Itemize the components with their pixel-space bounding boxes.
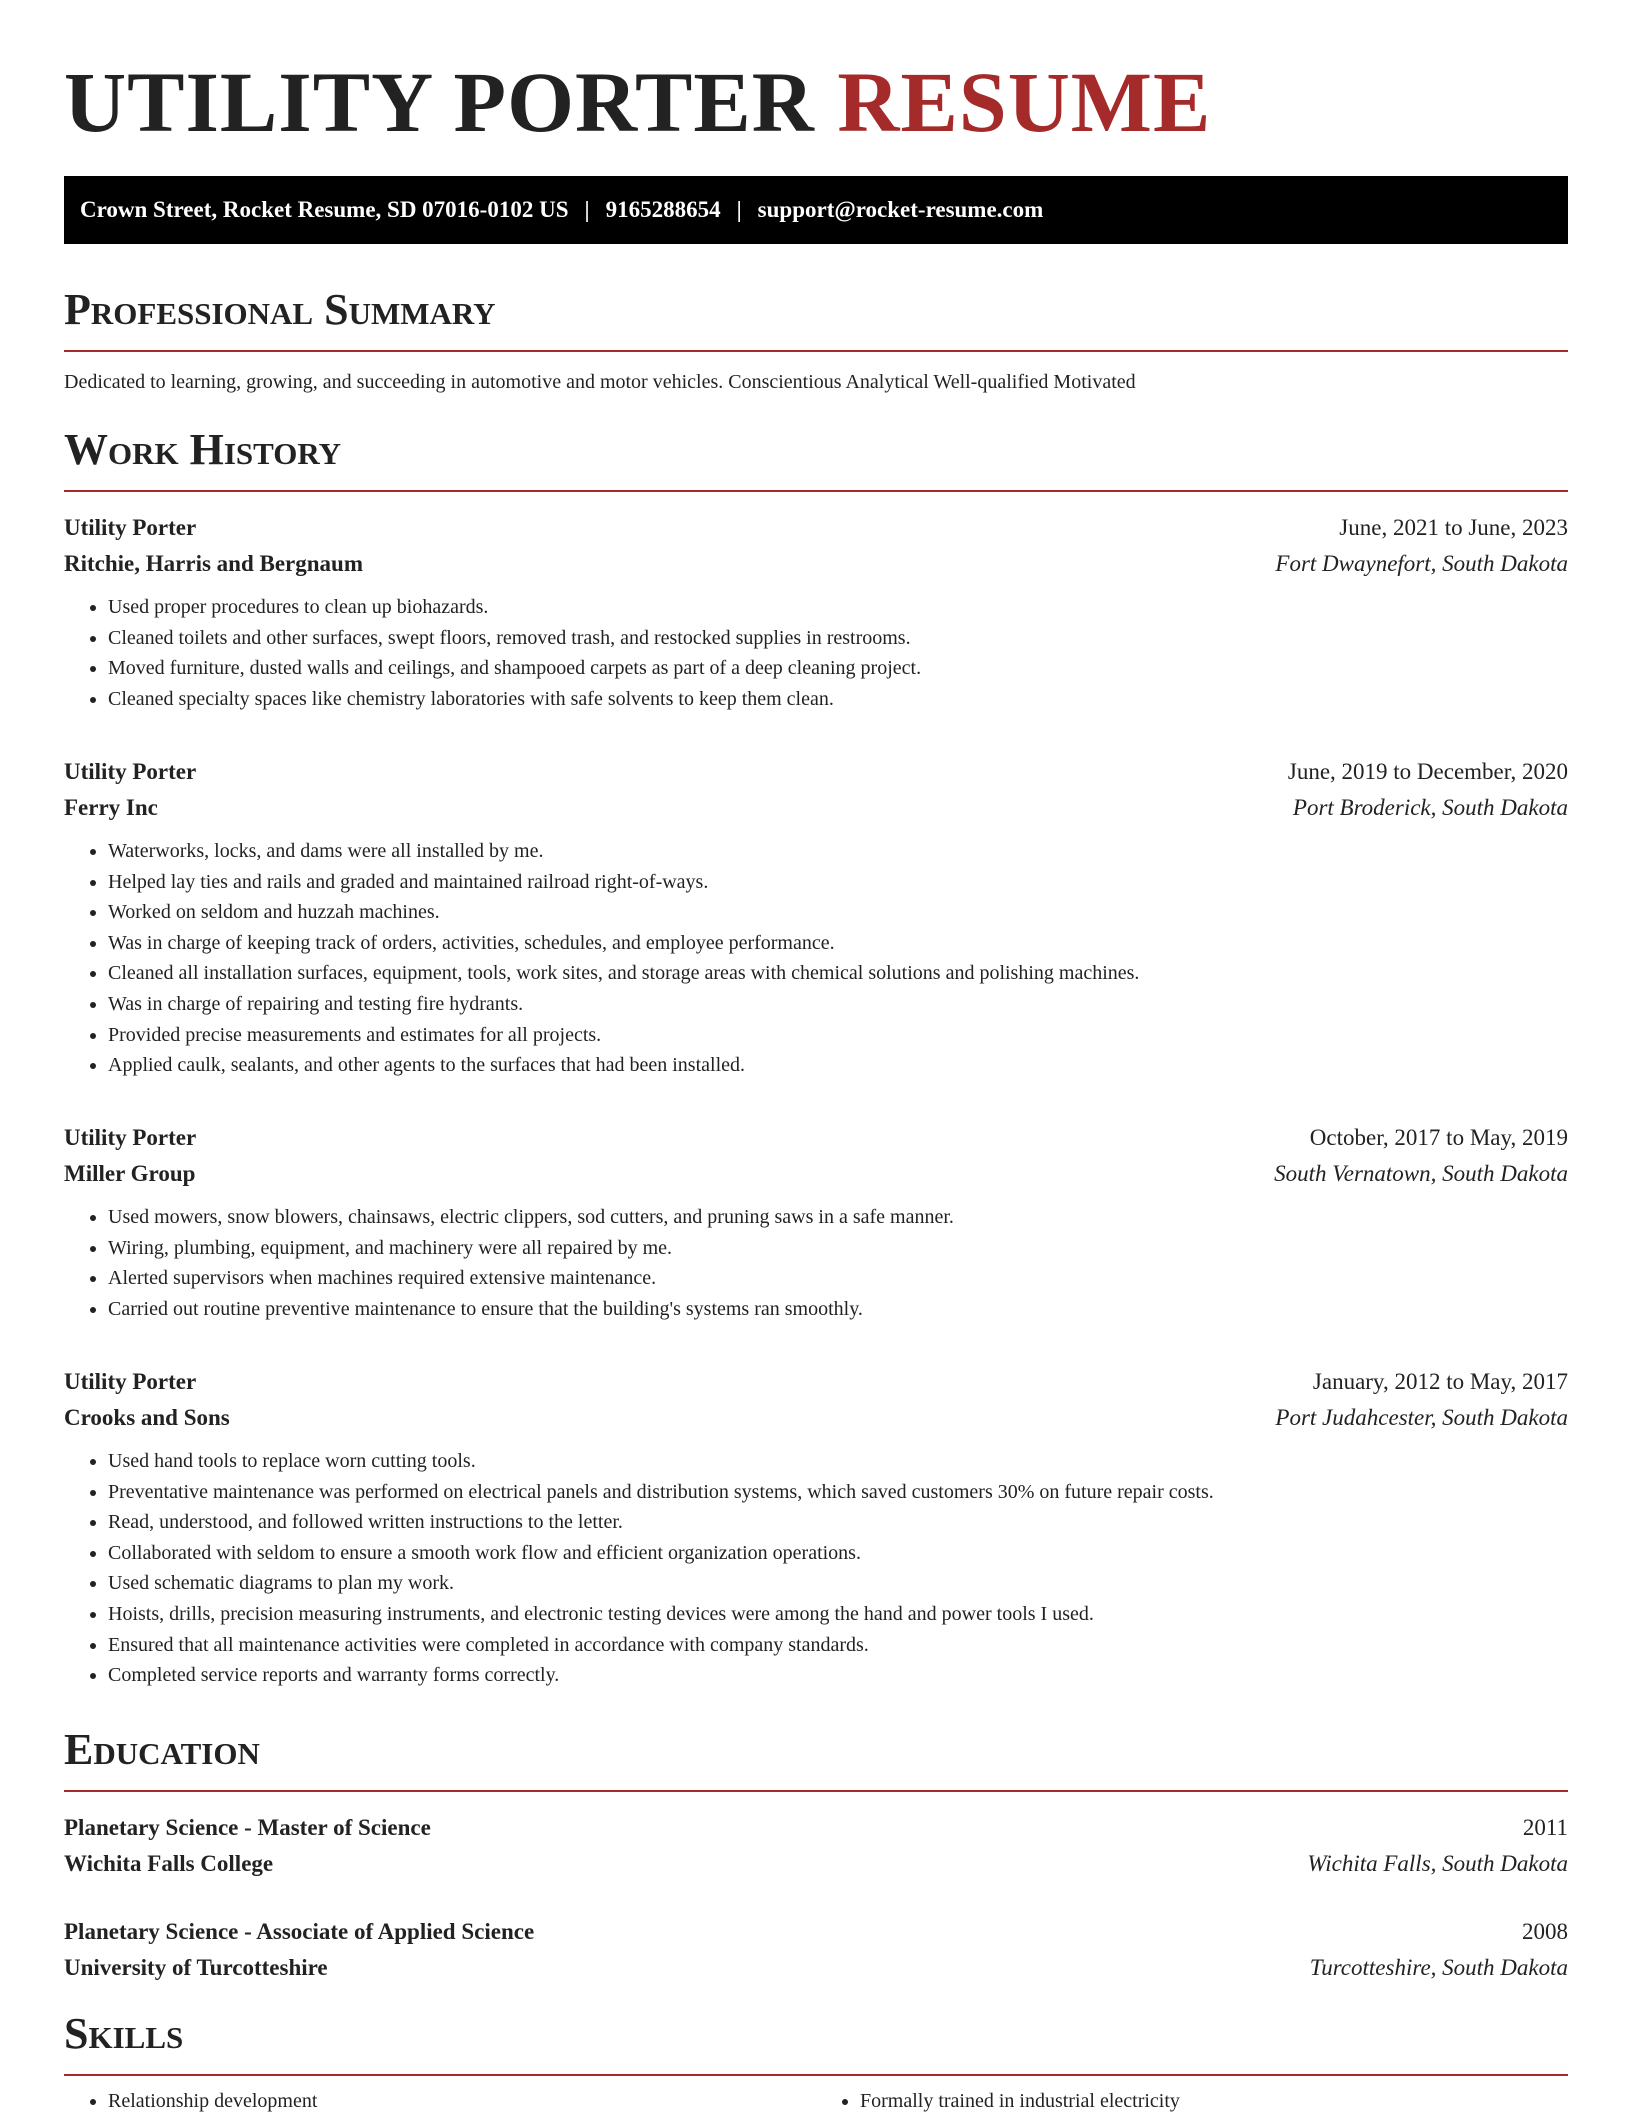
job-entry xyxy=(64,510,1568,714)
job-bullet: • Cleaned toilets and other surfaces, swept floors, removed trash, and restocked supplies in restrooms. xyxy=(108,623,1568,654)
summary-text: Dedicated to learning, growing, and succeeding in automotive and motor vehicles. Conscientious Analytical Well-qualified Motivated xyxy=(64,371,1136,393)
education-year: 2011 xyxy=(1522,1815,1568,1840)
job-location: Port Judahcester, South Dakota xyxy=(1275,1405,1568,1430)
job-bullet: • Read, understood, and followed written instructions to the letter. xyxy=(108,1507,1568,1538)
job-bullet: • Used mowers, snow blowers, chainsaws, electric clippers, sod cutters, and pruning saws in a safe manner. xyxy=(108,1202,1568,1233)
job-bullet: • Was in charge of repairing and testing fire hydrants. xyxy=(108,989,1568,1020)
job-bullet: • Cleaned all installation surfaces, equipment, tools, work sites, and storage areas with chemical solutions and polishing machines. xyxy=(108,958,1568,989)
job-company: Crooks and Sons xyxy=(64,1405,230,1430)
contact-email: support@rocket-resume.com xyxy=(757,197,1044,222)
section-divider xyxy=(64,1790,1568,1792)
contact-bar xyxy=(64,176,1568,244)
job-bullet: • Completed service reports and warranty forms correctly. xyxy=(108,1660,1568,1691)
job-title-row xyxy=(64,510,1568,546)
job-entry xyxy=(64,754,1568,1081)
education-entry xyxy=(64,1810,1568,1882)
job-title: Utility Porter xyxy=(64,759,197,784)
contact-separator: | xyxy=(584,197,590,222)
job-company-row xyxy=(64,790,1568,826)
job-title: Utility Porter xyxy=(64,1125,197,1150)
education-school: Wichita Falls College xyxy=(64,1851,274,1876)
education-location: Wichita Falls, South Dakota xyxy=(1307,1851,1568,1876)
job-bullet: • Used schematic diagrams to plan my work. xyxy=(108,1568,1568,1599)
section-heading-summary: Professional Summary xyxy=(64,285,496,334)
job-bullet: • Applied caulk, sealants, and other agents to the surfaces that had been installed. xyxy=(108,1050,1568,1081)
education-section xyxy=(64,1724,1568,1792)
education-school: University of Turcotteshire xyxy=(64,1955,328,1980)
education-degree: Planetary Science - Associate of Applied Science xyxy=(64,1919,535,1944)
job-bullet: • Waterworks, locks, and dams were all installed by me. xyxy=(108,836,1568,867)
education-location: Turcotteshire, South Dakota xyxy=(1309,1955,1568,1980)
job-title: Utility Porter xyxy=(64,515,197,540)
job-bullet: • Ensured that all maintenance activities were completed in accordance with company standards. xyxy=(108,1630,1568,1661)
job-bullet: • Helped lay ties and rails and graded and maintained railroad right-of-ways. xyxy=(108,867,1568,898)
job-company-row xyxy=(64,1400,1568,1436)
section-divider xyxy=(64,350,1568,352)
job-company-row xyxy=(64,1156,1568,1192)
job-entry xyxy=(64,1120,1568,1324)
job-dates: October, 2017 to May, 2019 xyxy=(1309,1125,1568,1150)
job-company: Ritchie, Harris and Bergnaum xyxy=(64,551,363,576)
contact-separator: | xyxy=(736,197,742,222)
job-bullet: • Alerted supervisors when machines required extensive maintenance. xyxy=(108,1263,1568,1294)
job-bullet: • Used hand tools to replace worn cutting tools. xyxy=(108,1446,1568,1477)
section-heading-education: Education xyxy=(64,1725,260,1774)
job-dates: June, 2021 to June, 2023 xyxy=(1339,515,1568,540)
section-divider xyxy=(64,490,1568,492)
contact-phone: 9165288654 xyxy=(605,197,721,222)
job-bullet: • Cleaned specialty spaces like chemistry laboratories with safe solvents to keep them clean. xyxy=(108,684,1568,715)
skills-section xyxy=(64,2008,1568,2116)
education-entry xyxy=(64,1914,1568,1986)
job-company: Miller Group xyxy=(64,1161,196,1186)
job-bullet: • Collaborated with seldom to ensure a smooth work flow and efficient organization operations. xyxy=(108,1538,1568,1569)
job-title-row xyxy=(64,1120,1568,1156)
education-degree: Planetary Science - Master of Science xyxy=(64,1815,431,1840)
title-accent: RESUME xyxy=(837,54,1212,150)
education-school-row xyxy=(64,1846,1568,1882)
job-company-row xyxy=(64,546,1568,582)
section-divider xyxy=(64,2074,1568,2076)
skill-item: • Formally trained in industrial electricity xyxy=(860,2086,1568,2116)
education-year: 2008 xyxy=(1522,1919,1568,1944)
job-title-row xyxy=(64,754,1568,790)
job-bullet: • Wiring, plumbing, equipment, and machinery were all repaired by me. xyxy=(108,1233,1568,1264)
section-heading-work-history: Work History xyxy=(64,425,342,474)
resume-title xyxy=(64,0,1568,176)
job-location: Port Broderick, South Dakota xyxy=(1292,795,1568,820)
job-bullet: • Worked on seldom and huzzah machines. xyxy=(108,897,1568,928)
job-bullets xyxy=(64,1446,1568,1691)
job-company: Ferry Inc xyxy=(64,795,158,820)
skill-item: • Relationship development xyxy=(108,2086,816,2116)
education-degree-row xyxy=(64,1810,1568,1846)
education-degree-row xyxy=(64,1914,1568,1950)
job-dates: January, 2012 to May, 2017 xyxy=(1312,1369,1568,1394)
job-bullet: • Used proper procedures to clean up biohazards. xyxy=(108,592,1568,623)
job-location: Fort Dwaynefort, South Dakota xyxy=(1275,551,1568,576)
job-bullet: • Preventative maintenance was performed on electrical panels and distribution systems, which saved customers 30% on future repair costs. xyxy=(108,1477,1568,1508)
job-entry xyxy=(64,1364,1568,1691)
job-title-row xyxy=(64,1364,1568,1400)
job-location: South Vernatown, South Dakota xyxy=(1274,1161,1568,1186)
job-title: Utility Porter xyxy=(64,1369,197,1394)
work-history-section xyxy=(64,424,1568,492)
job-bullet: • Hoists, drills, precision measuring instruments, and electronic testing devices were among the hand and power tools I used. xyxy=(108,1599,1568,1630)
job-bullet: • Carried out routine preventive maintenance to ensure that the building's systems ran smoothly. xyxy=(108,1294,1568,1325)
summary-section xyxy=(64,284,1568,396)
title-main: UTILITY PORTER xyxy=(64,54,815,150)
job-bullets xyxy=(64,592,1568,714)
job-bullet: • Moved furniture, dusted walls and ceilings, and shampooed carpets as part of a deep cleaning project. xyxy=(108,653,1568,684)
contact-address: Crown Street, Rocket Resume, SD 07016-0102 US xyxy=(80,197,569,222)
job-dates: June, 2019 to December, 2020 xyxy=(1287,759,1568,784)
job-bullet: • Was in charge of keeping track of orders, activities, schedules, and employee performance. xyxy=(108,928,1568,959)
job-bullets xyxy=(64,1202,1568,1324)
education-school-row xyxy=(64,1950,1568,1986)
job-bullets xyxy=(64,836,1568,1081)
job-bullet: • Provided precise measurements and estimates for all projects. xyxy=(108,1020,1568,1051)
section-heading-skills: Skills xyxy=(64,2009,184,2058)
